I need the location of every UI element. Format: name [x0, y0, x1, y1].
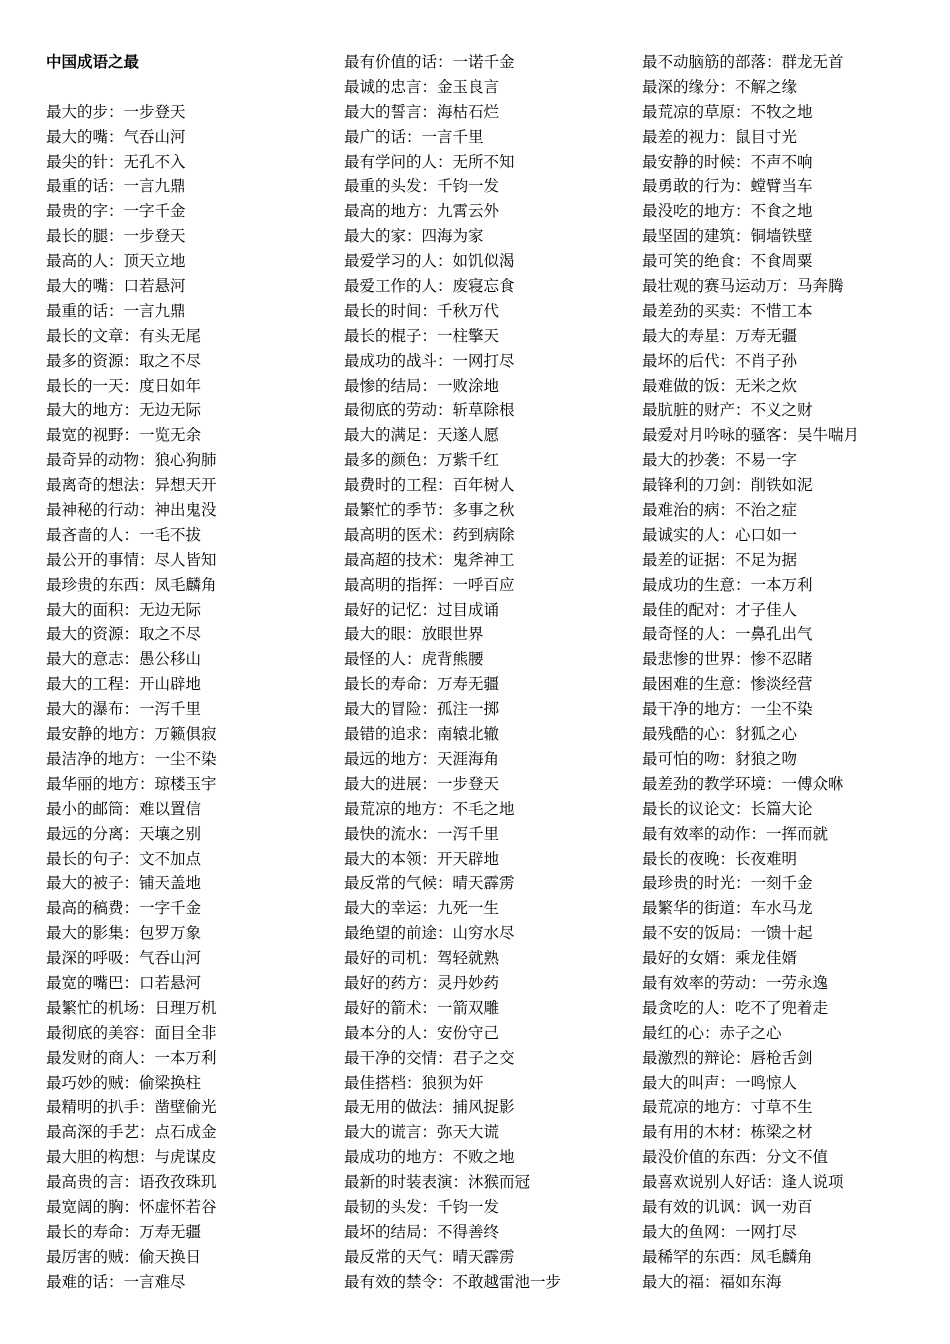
idiom-entry: 最多的资源：取之不尽: [46, 351, 202, 370]
idiom-entry: 最安静的时候：不声不响: [642, 152, 813, 171]
idiom-entry: 最难的话：一言难尽: [46, 1272, 186, 1291]
idiom-entry: 最诚实的人：心口如一: [642, 525, 798, 544]
idiom-entry: 最高超的技术：鬼斧神工: [344, 550, 515, 569]
idiom-entry: 最韧的头发：千钧一发: [344, 1197, 500, 1216]
idiom-entry: 最困难的生意：惨淡经营: [642, 675, 813, 694]
idiom-entry: 最激烈的辩论：唇枪舌剑: [642, 1048, 813, 1067]
idiom-entry: 最有效率的动作：一挥而就: [642, 824, 829, 843]
column-3: [642, 50, 932, 1295]
idiom-entry: 最宽的视野：一览无余: [46, 426, 202, 445]
idiom-entry: 最宽的嘴巴：口若悬河: [46, 973, 202, 992]
idiom-entry: 最费时的工程：百年树人: [344, 476, 515, 495]
idiom-entry: 最大的被子：铺天盖地: [46, 874, 202, 893]
idiom-entry: 最大的誓言：海枯石烂: [344, 102, 500, 121]
idiom-entry: 最多的颜色：万紫千红: [344, 451, 500, 470]
idiom-entry: 最繁忙的机场：日理万机: [46, 998, 217, 1017]
idiom-entry: 最好的司机：驾轻就熟: [344, 949, 500, 968]
idiom-entry: 最本分的人：安份守己: [344, 1023, 500, 1042]
idiom-entry: 最长的一天：度日如年: [46, 376, 202, 395]
idiom-entry: 最爱工作的人：废寝忘食: [344, 277, 515, 296]
idiom-entry: 最有用的木材：栋梁之材: [642, 1123, 813, 1142]
idiom-entry: 最红的心：赤子之心: [642, 1023, 782, 1042]
idiom-entry: 最精明的扒手：凿壁偷光: [46, 1098, 217, 1117]
idiom-entry: 最长的腿：一步登天: [46, 227, 186, 246]
idiom-entry: 最没价值的东西：分文不值: [642, 1148, 829, 1167]
idiom-entry: 最成功的生意：一本万利: [642, 575, 813, 594]
idiom-entry: 最没吃的地方：不食之地: [642, 202, 813, 221]
idiom-entry: 最成功的战斗：一网打尽: [344, 351, 515, 370]
idiom-entry: 最好的箭术：一箭双雕: [344, 998, 500, 1017]
idiom-entry: 最悲惨的世界：惨不忍睹: [642, 650, 813, 669]
idiom-entry: 最华丽的地方：琼楼玉宇: [46, 774, 217, 793]
idiom-entry: 最佳的配对：才子佳人: [642, 600, 798, 619]
idiom-entry: 最高的稿费：一字千金: [46, 899, 202, 918]
idiom-entry: 最有效的禁令：不敢越雷池一步: [344, 1272, 562, 1291]
idiom-entry: 最宽阔的胸：怀虚怀若谷: [46, 1197, 217, 1216]
idiom-entry: 最不动脑筋的部落：群龙无首: [642, 53, 844, 71]
idiom-entry: 最远的分离：天壤之别: [46, 824, 202, 843]
idiom-entry: 最远的地方：天涯海角: [344, 749, 500, 768]
idiom-entry: 最大的意志：愚公移山: [46, 650, 202, 669]
idiom-entry: 最奇异的动物：狼心狗肺: [46, 451, 217, 470]
idiom-entry: 最大的嘴：气吞山河: [46, 127, 186, 146]
idiom-entry: 最大的冒险：孤注一掷: [344, 700, 500, 719]
idiom-entry: 最大的幸运：九死一生: [344, 899, 500, 918]
idiom-entry: 最好的记忆：过目成诵: [344, 600, 500, 619]
idiom-entry: 最奇怪的人：一鼻孔出气: [642, 625, 813, 644]
idiom-entry: 最贵的字：一字千金: [46, 202, 186, 221]
idiom-entry: 最大的资源：取之不尽: [46, 625, 202, 644]
idiom-entry: 最繁华的街道：车水马龙: [642, 899, 813, 918]
idiom-entry: 最大的嘴：口若悬河: [46, 277, 186, 296]
spacer: [46, 75, 336, 100]
idiom-entry: 最绝望的前途：山穷水尽: [344, 924, 515, 943]
idiom-entry: 最无用的做法：捕风捉影: [344, 1098, 515, 1117]
idiom-entry: 最长的句子：文不加点: [46, 849, 202, 868]
idiom-entry: 最勇敢的行为：螳臂当车: [642, 177, 813, 196]
idiom-entry: 最壮观的赛马运动万：马奔腾: [642, 277, 844, 296]
idiom-entry: 最有学问的人：无所不知: [344, 152, 515, 171]
idiom-entry: 最佳搭档：狼狈为奸: [344, 1073, 484, 1092]
idiom-entry: 最有效的讥讽：讽一劝百: [642, 1197, 813, 1216]
idiom-entry: 最大的步：一步登天: [46, 102, 186, 121]
idiom-entry: 最爱学习的人：如饥似渴: [344, 252, 515, 271]
idiom-entry: 最大的寿星：万寿无疆: [642, 326, 798, 345]
idiom-entry: 最重的头发：千钧一发: [344, 177, 500, 196]
idiom-entry: 最离奇的想法：异想天开: [46, 476, 217, 495]
idiom-entry: 最小的邮筒：难以置信: [46, 799, 202, 818]
idiom-entry: 最厉害的贼：偷天换日: [46, 1247, 202, 1266]
idiom-entry: 最难治的病：不治之症: [642, 501, 798, 520]
idiom-entry: 最安静的地方：万籁俱寂: [46, 725, 217, 744]
idiom-entry: 最公开的事情：尽人皆知: [46, 550, 217, 569]
idiom-entry: 最大的瀑布：一泻千里: [46, 700, 202, 719]
idiom-entry: 最贪吃的人：吃不了兜着走: [642, 998, 829, 1017]
idiom-entry: 最广的话：一言千里: [344, 127, 484, 146]
idiom-entry: 最发财的商人：一本万利: [46, 1048, 217, 1067]
idiom-entry: 最高的人：顶天立地: [46, 252, 186, 271]
idiom-entry: 最可怕的吻：豺狼之吻: [642, 749, 798, 768]
idiom-entry: 最高贵的言：语孜孜珠玑: [46, 1173, 217, 1192]
idiom-entry: 最成功的地方：不败之地: [344, 1148, 515, 1167]
column-2: [344, 50, 634, 1295]
idiom-entry: 最反常的气候：晴天霹雳: [344, 874, 515, 893]
idiom-entry: 最大的叫声：一鸣惊人: [642, 1073, 798, 1092]
idiom-entry: 最快的流水：一泻千里: [344, 824, 500, 843]
idiom-entry: 最高深的手艺：点石成金: [46, 1123, 217, 1142]
idiom-entry: 最长的议论文：长篇大论: [642, 799, 813, 818]
idiom-entry: 最深的呼吸：气吞山河: [46, 949, 202, 968]
idiom-entry: 最神秘的行动：神出鬼没: [46, 501, 217, 520]
idiom-entry: 最反常的天气：晴天霹雳: [344, 1247, 515, 1266]
idiom-entry: 最大的满足：天遂人愿: [344, 426, 500, 445]
idiom-entry: 最洁净的地方：一尘不染: [46, 749, 217, 768]
idiom-entry: 最肮脏的财产：不义之财: [642, 401, 813, 420]
idiom-entry: 最坏的后代：不肖子孙: [642, 351, 798, 370]
idiom-entry: 最长的时间：千秋万代: [344, 301, 500, 320]
idiom-entry: 最大的抄袭：不易一字: [642, 451, 798, 470]
idiom-entry: 最繁忙的季节：多事之秋: [344, 501, 515, 520]
idiom-entry: 最不安的饭局：一馈十起: [642, 924, 813, 943]
idiom-entry: 最大的福：福如东海: [642, 1272, 782, 1291]
idiom-entry: 最大的影集：包罗万象: [46, 924, 202, 943]
idiom-entry: 最差的证据：不足为据: [642, 550, 798, 569]
page-title: 中国成语之最: [46, 52, 140, 71]
idiom-entry: 最巧妙的贼：偷梁换柱: [46, 1073, 202, 1092]
idiom-entry: 最大的地方：无边无际: [46, 401, 202, 420]
idiom-entry: 最珍贵的东西：凤毛麟角: [46, 575, 217, 594]
idiom-entry: 最诚的忠言：金玉良言: [344, 77, 500, 96]
idiom-entry: 最长的寿命：万寿无疆: [344, 675, 500, 694]
idiom-entry: 最差的视力：鼠目寸光: [642, 127, 798, 146]
idiom-entry: 最差劲的教学环境：一傅众咻: [642, 774, 844, 793]
idiom-entry: 最高明的医术：药到病除: [344, 525, 515, 544]
idiom-entry: 最大的进展：一步登天: [344, 774, 500, 793]
idiom-entry: 最荒凉的地方：寸草不生: [642, 1098, 813, 1117]
idiom-entry: 最大的家：四海为家: [344, 227, 484, 246]
idiom-entry: 最残酷的心：豺狐之心: [642, 725, 798, 744]
idiom-entry: 最吝啬的人：一毛不拔: [46, 525, 202, 544]
idiom-entry: 最长的棍子：一柱擎天: [344, 326, 500, 345]
idiom-entry: 最好的女婿：乘龙佳婿: [642, 949, 798, 968]
idiom-entry: 最高的地方：九霄云外: [344, 202, 500, 221]
idiom-entry: 最大胆的构想：与虎谋皮: [46, 1148, 217, 1167]
idiom-entry: 最惨的结局：一败涂地: [344, 376, 500, 395]
column-1: [46, 50, 336, 1295]
idiom-entry: 最荒凉的草原：不牧之地: [642, 102, 813, 121]
idiom-entry: 最深的缘分：不解之缘: [642, 77, 798, 96]
idiom-entry: 最大的工程：开山辟地: [46, 675, 202, 694]
idiom-entry: 最喜欢说别人好话：逢人说项: [642, 1173, 844, 1192]
idiom-entry: 最锋利的刀剑：削铁如泥: [642, 476, 813, 495]
idiom-entry: 最彻底的劳动：斩草除根: [344, 401, 515, 420]
idiom-entry: 最难做的饭：无米之炊: [642, 376, 798, 395]
idiom-entry: 最干净的地方：一尘不染: [642, 700, 813, 719]
idiom-entry: 最尖的针：无孔不入: [46, 152, 186, 171]
idiom-entry: 最大的面积：无边无际: [46, 600, 202, 619]
idiom-entry: 最差劲的买卖：不惜工本: [642, 301, 813, 320]
idiom-entry: 最可笑的绝食：不食周粟: [642, 252, 813, 271]
idiom-entry: 最新的时装表演：沐猴而冠: [344, 1173, 531, 1192]
idiom-entry: 最大的眼：放眼世界: [344, 625, 484, 644]
idiom-entry: 最爱对月吟咏的骚客：吴牛喘月: [642, 426, 860, 445]
idiom-entry: 最大的谎言：弥天大谎: [344, 1123, 500, 1142]
idiom-entry: 最好的药方：灵丹妙药: [344, 973, 500, 992]
idiom-entry: 最珍贵的时光：一刻千金: [642, 874, 813, 893]
idiom-entry: 最高明的指挥：一呼百应: [344, 575, 515, 594]
idiom-entry: 最怪的人：虎背熊腰: [344, 650, 484, 669]
idiom-entry: 最荒凉的地方：不毛之地: [344, 799, 515, 818]
idiom-entry: 最大的鱼网：一网打尽: [642, 1222, 798, 1241]
idiom-entry: 最稀罕的东西：凤毛麟角: [642, 1247, 813, 1266]
idiom-entry: 最重的话：一言九鼎: [46, 301, 186, 320]
idiom-entry: 最长的寿命：万寿无疆: [46, 1222, 202, 1241]
idiom-entry: 最大的本领：开天辟地: [344, 849, 500, 868]
idiom-entry: 最有价值的话：一诺千金: [344, 53, 515, 71]
idiom-entry: 最重的话：一言九鼎: [46, 177, 186, 196]
idiom-entry: 最错的追求：南辕北辙: [344, 725, 500, 744]
idiom-entry: 最坚固的建筑：铜墙铁壁: [642, 227, 813, 246]
idiom-entry: 最有效率的劳动：一劳永逸: [642, 973, 829, 992]
idiom-entry: 最长的文章：有头无尾: [46, 326, 202, 345]
idiom-entry: 最干净的交情：君子之交: [344, 1048, 515, 1067]
idiom-entry: 最彻底的美容：面目全非: [46, 1023, 217, 1042]
idiom-entry: 最长的夜晚：长夜难明: [642, 849, 798, 868]
idiom-entry: 最坏的结局：不得善终: [344, 1222, 500, 1241]
